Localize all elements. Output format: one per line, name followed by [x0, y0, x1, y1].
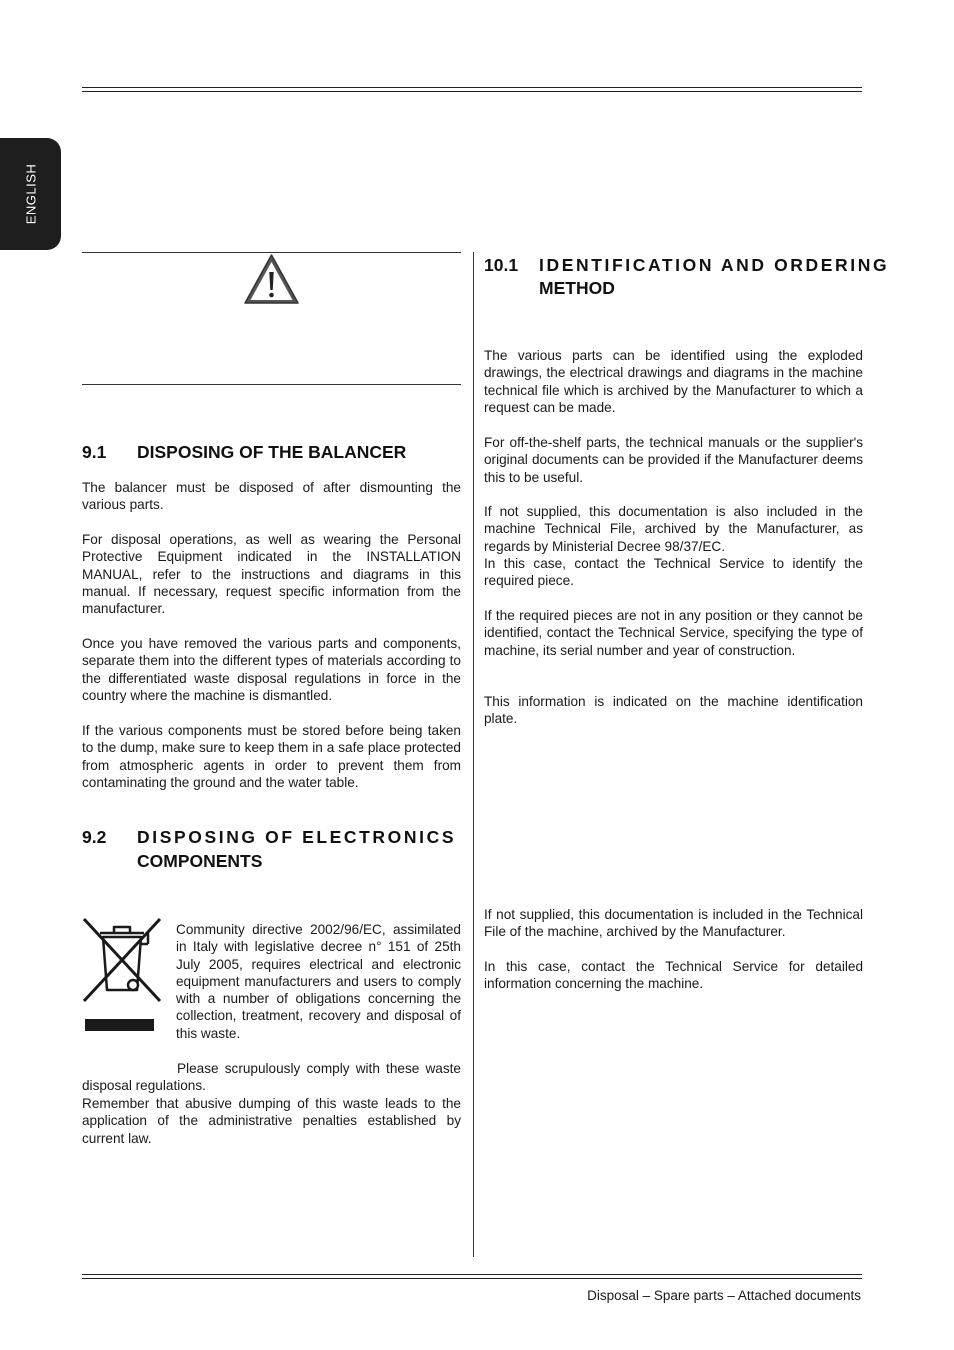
section-9-1-heading	[82, 441, 462, 464]
paragraph: If not supplied, this documentation is included in the Technical File of the machine, archived by the Manufacturer.	[484, 907, 863, 940]
paragraph: This information is indicated on the machine identification plate.	[484, 694, 863, 727]
directive-paragraph: Community directive 2002/96/EC, assimilated in Italy with legislative decree n° 151 of 25th July 2005, requires electrical and electronic equipment manufacturers and users to comply with a number of obligations concerning the collection, treatment, recovery and disposal of this waste.	[176, 922, 461, 1041]
paragraph: The various parts can be identified using the exploded drawings, the electrical drawings and diagrams in the machine technical file which is archived by the Manufacturer to which a request can be made.	[484, 348, 863, 415]
section-title-line-1: DISPOSING OF ELECTRONICS	[137, 827, 457, 847]
section-title-line-2: COMPONENTS	[137, 851, 263, 871]
section-title-line-2: METHOD	[539, 278, 615, 298]
section-number: 9.2	[82, 827, 107, 847]
warning-triangle-icon	[243, 253, 300, 305]
crossed-out-bin-icon	[82, 917, 162, 1033]
paragraph: In this case, contact the Technical Service to identify the required piece.	[484, 556, 863, 589]
section-title-line-1: IDENTIFICATION AND ORDERING	[539, 255, 890, 275]
remember-paragraph: Remember that abusive dumping of this waste leads to the application of the administrative penalties established by current law.	[82, 1096, 461, 1146]
section-10-1-heading	[484, 254, 890, 300]
section-9-2-heading	[82, 826, 462, 872]
paragraph: For off-the-shelf parts, the technical manuals or the supplier's original documents can be provided if the Manufacturer deems this to be useful.	[484, 435, 863, 485]
paragraph: If the required pieces are not in any position or they cannot be identified, contact the Technical Service, specifying the type of machine, its serial number and year of construction.	[484, 608, 863, 658]
top-rule	[82, 87, 862, 92]
paragraph: If the various components must be stored before being taken to the dump, make sure to keep them in a safe place protected from atmospheric agents in order to prevent them from contaminating the ground and the water table.	[82, 723, 461, 790]
section-title: DISPOSING OF THE BALANCER	[137, 442, 407, 462]
paragraph: If not supplied, this documentation is also included in the machine Technical File, archived by the Manufacturer, as regards by Ministerial Decree 98/37/EC.	[484, 504, 863, 554]
language-tab	[0, 138, 61, 250]
section-number: 10.1	[484, 255, 519, 275]
paragraph: For disposal operations, as well as wearing the Personal Protective Equipment indicated in the INSTALLATION MANUAL, refer to the instructions and diagrams in this manual. If necessary, request specific information from the manufacturer.	[82, 532, 461, 617]
paragraph: Once you have removed the various parts and components, separate them into the different types of materials according to the differentiated waste disposal regulations in force in the country where the machine is dismantled.	[82, 636, 461, 703]
bottom-rule	[82, 1274, 862, 1279]
footer-caption: Disposal – Spare parts – Attached documents	[587, 1288, 861, 1303]
column-divider	[473, 252, 474, 1257]
warning-box-bottom-rule	[82, 384, 461, 385]
language-tab-label: ENGLISH	[23, 163, 38, 225]
paragraph: The balancer must be disposed of after dismounting the various parts.	[82, 480, 461, 513]
section-number: 9.1	[82, 442, 107, 462]
comply-paragraph: Please scrupulously comply with these waste disposal regulations.	[82, 1061, 461, 1094]
paragraph: In this case, contact the Technical Service for detailed information concerning the machine.	[484, 959, 863, 992]
